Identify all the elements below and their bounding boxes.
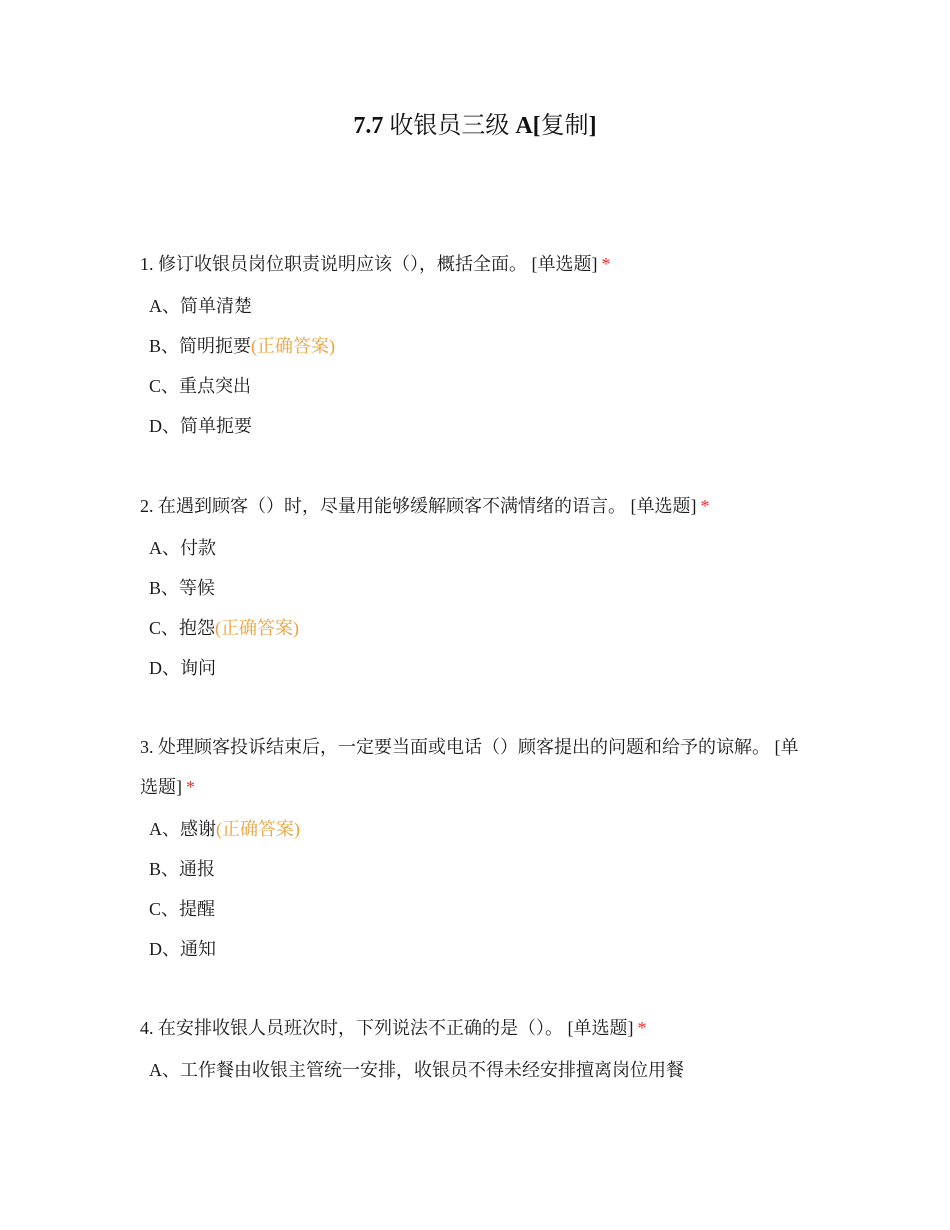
page-title (0, 108, 950, 144)
option-label: C、重点突出 (149, 376, 252, 396)
option-list (140, 528, 820, 688)
title-a: A[ (515, 113, 541, 139)
required-mark: * (637, 1018, 647, 1038)
question-type-label: [单选题] (531, 254, 598, 274)
option-b[interactable] (140, 849, 800, 889)
required-mark: * (700, 496, 710, 516)
option-list (140, 809, 800, 969)
question-stem (140, 244, 820, 284)
question-2 (140, 486, 820, 688)
option-label: B、等候 (149, 578, 216, 598)
option-d[interactable] (140, 406, 820, 446)
option-list (140, 286, 820, 446)
question-4 (140, 1008, 820, 1090)
question-stem (140, 486, 820, 526)
question-type-label: [单选题] (630, 496, 697, 516)
option-label: C、提醒 (149, 899, 216, 919)
title-close: ] (588, 113, 597, 139)
correct-answer-note: (正确答案) (215, 618, 300, 638)
question-text: 2. 在遇到顾客（）时，尽量用能够缓解顾客不满情绪的语言。 (140, 496, 626, 516)
option-a[interactable] (140, 809, 800, 849)
question-type-label: [单选题] (567, 1018, 634, 1038)
question-3 (140, 727, 800, 969)
option-label: C、抱怨 (149, 618, 216, 638)
option-label: D、询问 (149, 658, 216, 678)
option-label: B、通报 (149, 859, 216, 879)
question-1 (140, 244, 820, 446)
option-d[interactable] (140, 648, 820, 688)
question-text: 3. 处理顾客投诉结束后，一定要当面或电话（）顾客提出的问题和给予的谅解。 (140, 737, 770, 757)
option-d[interactable] (140, 929, 800, 969)
option-a[interactable] (140, 1050, 820, 1090)
question-text: 1. 修订收银员岗位职责说明应该（），概括全面。 (140, 254, 527, 274)
required-mark: * (601, 254, 611, 274)
option-b[interactable] (140, 326, 820, 366)
option-b[interactable] (140, 568, 820, 608)
title-number: 7.7 (353, 113, 384, 139)
question-type-label: [单选题] (140, 737, 799, 797)
title-copy: 复制 (540, 113, 589, 139)
correct-answer-note: (正确答案) (251, 336, 336, 356)
question-stem (140, 727, 800, 807)
option-label: B、简明扼要 (149, 336, 252, 356)
option-list (140, 1050, 820, 1090)
required-mark: * (186, 777, 195, 797)
option-label: A、付款 (149, 538, 216, 558)
title-text: 收银员三级 (383, 113, 516, 139)
option-label: A、工作餐由收银主管统一安排，收银员不得未经安排擅离岗位用餐 (149, 1060, 684, 1080)
option-c[interactable] (140, 366, 820, 406)
option-a[interactable] (140, 286, 820, 326)
option-label: A、感谢 (149, 819, 216, 839)
option-c[interactable] (140, 608, 820, 648)
option-label: A、简单清楚 (149, 296, 252, 316)
question-text: 4. 在安排收银人员班次时，下列说法不正确的是（）。 (140, 1018, 563, 1038)
question-stem (140, 1008, 820, 1048)
correct-answer-note: (正确答案) (216, 819, 300, 839)
option-label: D、通知 (149, 939, 216, 959)
option-label: D、简单扼要 (149, 416, 252, 436)
option-a[interactable] (140, 528, 820, 568)
option-c[interactable] (140, 889, 800, 929)
